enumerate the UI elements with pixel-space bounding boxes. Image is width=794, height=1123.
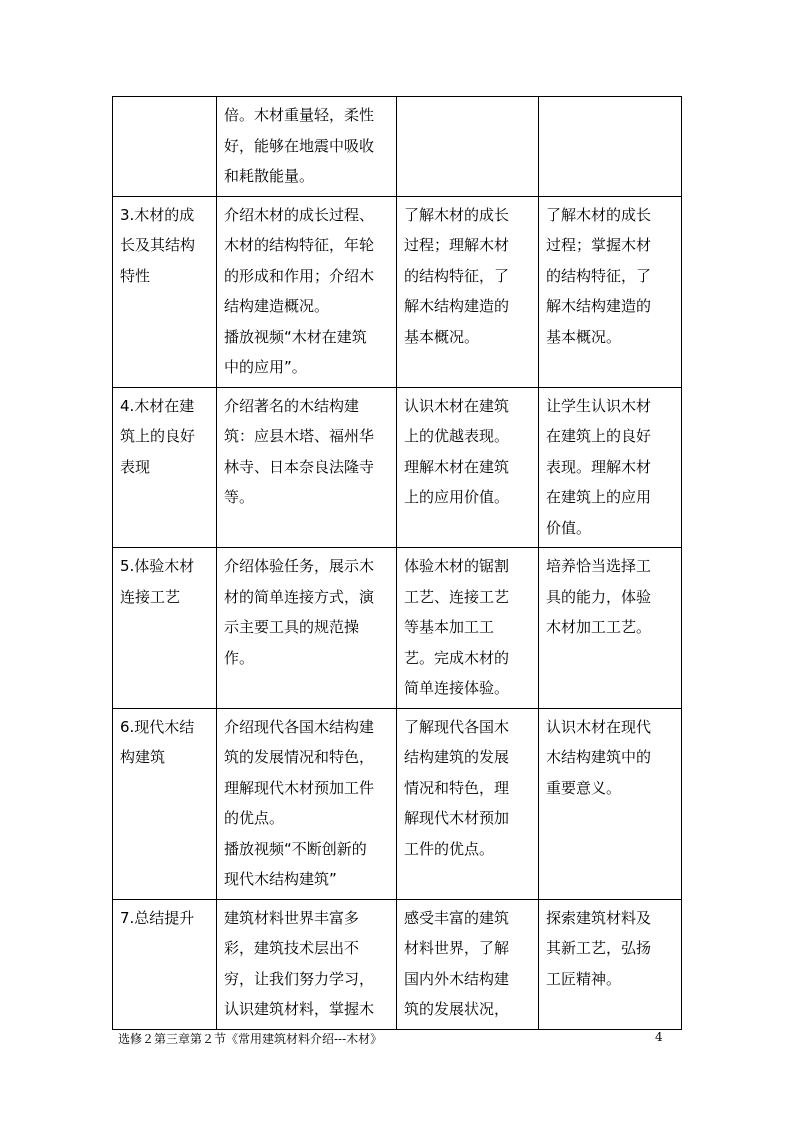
cell-text-line: 介绍著名的木结构建: [224, 396, 360, 415]
cell-text-line: 了解现代各国木: [404, 717, 510, 736]
lesson-plan-table: [112, 96, 682, 1030]
table-row: [113, 708, 682, 899]
cell-text-line: 播放视频“不断创新的: [224, 839, 367, 858]
cell-text-line: 探索建筑材料及: [546, 908, 652, 927]
cell-text-line: 材的简单连接方式，演: [224, 587, 375, 606]
cell-stage: [113, 387, 217, 548]
cell-text-line: 7.总结提升: [120, 908, 195, 927]
cell-text-line: 等。: [224, 488, 255, 506]
cell-text-line: 木材加工工艺。: [546, 618, 652, 636]
cell-student-activity: [397, 708, 539, 899]
cell-text-line: 了解木材的成长: [404, 205, 510, 224]
cell-text-line: 穷，让我们努力学习，: [224, 969, 375, 988]
cell-student-activity: [397, 899, 539, 1029]
cell-text-line: 长及其结构: [120, 236, 196, 254]
cell-text-line: 建筑材料世界丰富多: [224, 908, 360, 927]
cell-text-line: 其新工艺，弘扬: [546, 939, 652, 957]
cell-teacher-activity: [217, 899, 397, 1029]
cell-text-line: 3.木材的成: [120, 205, 195, 224]
cell-text-line: 认识木材在现代: [546, 717, 652, 736]
cell-text-line: 等基本加工工: [404, 618, 495, 636]
cell-text-line: 解现代木材预加: [404, 809, 510, 827]
cell-teacher-activity: [217, 548, 397, 709]
cell-text-line: 表现: [120, 457, 151, 476]
table-row: [113, 196, 682, 387]
cell-text-line: 上的应用价值。: [404, 488, 510, 506]
cell-text-line: 认识建筑材料，掌握木: [224, 1000, 375, 1018]
cell-text-line: 重要意义。: [546, 778, 622, 797]
cell-text-line: 材料世界，了解: [404, 939, 510, 957]
cell-text-line: 林寺、日本奈良法隆寺: [224, 457, 375, 476]
cell-text-line: 构建筑: [120, 748, 166, 766]
cell-student-activity: [397, 548, 539, 709]
cell-teacher-activity: [217, 196, 397, 387]
cell-text-line: 让学生认识木材: [546, 396, 652, 415]
cell-text-line: 解木结构建造的: [546, 297, 652, 315]
cell-text-line: 好，能够在地震中吸收: [224, 136, 375, 155]
cell-text-line: 6.现代木结: [120, 717, 195, 736]
table-row: [113, 548, 682, 709]
cell-text-line: 工艺、连接工艺: [404, 587, 510, 606]
cell-design-intent: [539, 708, 682, 899]
cell-text-line: 情况和特色，理: [404, 778, 510, 797]
cell-text-line: 木材的结构特征，年轮: [224, 236, 375, 254]
cell-text-line: 和耗散能量。: [224, 167, 315, 185]
cell-text-line: 的结构特征，了: [546, 266, 652, 285]
cell-text-line: 筑：应县木塔、福州华: [224, 427, 375, 445]
cell-text-line: 在建筑上的应用: [546, 488, 652, 506]
cell-text-line: 表现。理解木材: [546, 457, 652, 476]
cell-teacher-activity: [217, 708, 397, 899]
cell-text-line: 了解木材的成长: [546, 205, 652, 224]
cell-text-line: 木结构建筑中的: [546, 748, 652, 766]
cell-design-intent: [539, 899, 682, 1029]
cell-teacher-activity: [217, 387, 397, 548]
cell-text-line: 过程；掌握木材: [546, 236, 652, 254]
cell-stage: [113, 196, 217, 387]
cell-text-line: 介绍体验任务，展示木: [224, 557, 375, 575]
cell-text-line: 体验木材的锯割: [404, 557, 510, 575]
footer-page-number: 4: [655, 1030, 663, 1044]
cell-text-line: 筑上的良好: [120, 427, 196, 445]
cell-stage: [113, 708, 217, 899]
cell-text-line: 解木结构建造的: [404, 297, 510, 315]
cell-text-line: 倍。木材重量轻，柔性: [224, 106, 375, 124]
cell-text-line: 简单连接体验。: [404, 679, 510, 697]
cell-teacher-activity: [217, 97, 397, 197]
cell-text-line: 的优点。: [224, 809, 285, 827]
cell-text-line: 4.木材在建: [120, 396, 195, 415]
cell-text-line: 现代木结构建筑”: [224, 870, 337, 888]
cell-text-line: 基本概况。: [546, 327, 622, 346]
cell-stage: [113, 548, 217, 709]
cell-text-line: 理解现代木材预加工件: [224, 778, 375, 797]
cell-text-line: 示主要工具的规范操: [224, 618, 360, 636]
cell-text-line: 在建筑上的良好: [546, 427, 652, 445]
cell-student-activity: [397, 97, 539, 197]
cell-text-line: 的形成和作用；介绍木: [224, 266, 375, 285]
cell-design-intent: [539, 97, 682, 197]
cell-text-line: 筑的发展状况，: [404, 1000, 510, 1018]
cell-text-line: 介绍木材的成长过程、: [224, 205, 375, 224]
cell-text-line: 特性: [120, 266, 151, 285]
cell-text-line: 上的优越表现。: [404, 427, 510, 445]
cell-stage: [113, 97, 217, 197]
cell-student-activity: [397, 387, 539, 548]
cell-text-line: 工匠精神。: [546, 969, 622, 988]
cell-text-line: 具的能力，体验: [546, 587, 652, 606]
cell-text-line: 播放视频“木材在建筑: [224, 327, 367, 346]
cell-text-line: 结构建筑的发展: [404, 748, 510, 766]
cell-text-line: 作。: [224, 648, 255, 667]
cell-stage: [113, 899, 217, 1029]
cell-text-line: 介绍现代各国木结构建: [224, 717, 375, 736]
cell-text-line: 工件的优点。: [404, 839, 495, 858]
cell-design-intent: [539, 387, 682, 548]
cell-text-line: 过程；理解木材: [404, 236, 510, 254]
cell-text-line: 培养恰当选择工: [546, 557, 652, 575]
cell-text-line: 理解木材在建筑: [404, 457, 510, 476]
cell-text-line: 结构建造概况。: [224, 297, 330, 315]
cell-text-line: 连接工艺: [120, 587, 181, 606]
cell-text-line: 基本概况。: [404, 327, 480, 346]
cell-text-line: 国内外木结构建: [404, 969, 510, 988]
cell-text-line: 价值。: [546, 518, 592, 537]
cell-text-line: 中的应用”。: [224, 358, 307, 376]
cell-text-line: 的结构特征，了: [404, 266, 510, 285]
cell-text-line: 艺。完成木材的: [404, 648, 510, 667]
table-row: [113, 387, 682, 548]
table-row: [113, 97, 682, 197]
cell-design-intent: [539, 548, 682, 709]
footer-course-title: 选修２第三章第２节《常用建筑材料介绍---木材》: [118, 1032, 383, 1046]
table-body: [113, 97, 682, 1030]
cell-text-line: 感受丰富的建筑: [404, 908, 510, 927]
cell-text-line: 彩，建筑技术层出不: [224, 939, 360, 957]
cell-text-line: 5.体验木材: [120, 557, 195, 575]
table-row: [113, 899, 682, 1029]
cell-design-intent: [539, 196, 682, 387]
cell-student-activity: [397, 196, 539, 387]
cell-text-line: 认识木材在建筑: [404, 396, 510, 415]
cell-text-line: 筑的发展情况和特色，: [224, 748, 375, 766]
